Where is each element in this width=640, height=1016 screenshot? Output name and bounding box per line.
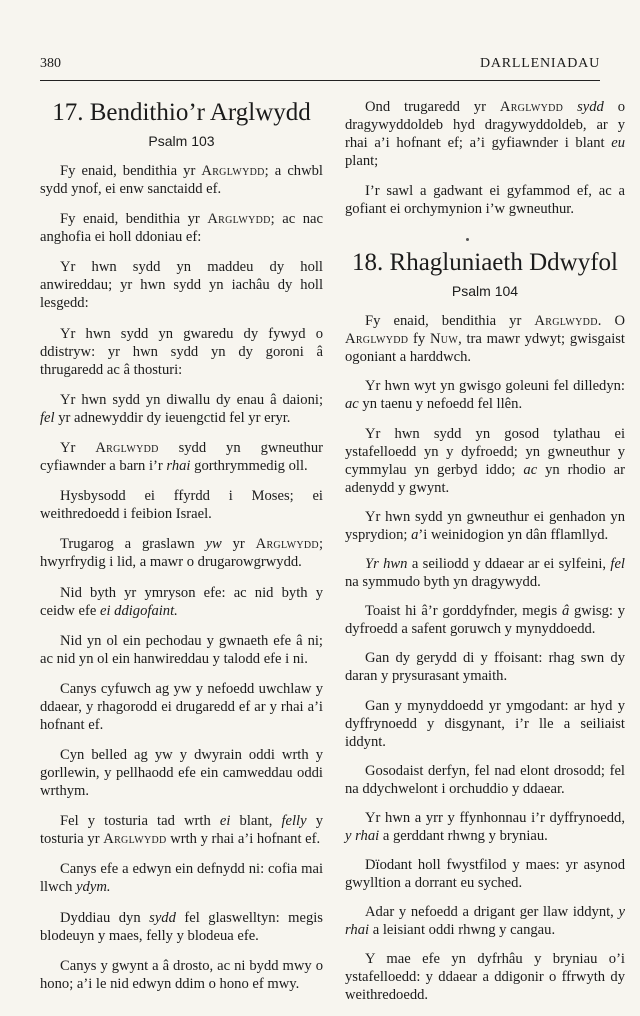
- psalm-reference: Psalm 103: [148, 133, 215, 149]
- verse: [345, 762, 625, 798]
- verse-text: I’r sawl a gadwant ei gyfammod ef, ac a gofiant ei orchymynion i’w gwneuthur.: [345, 183, 625, 218]
- verse-text: Yr: [60, 439, 96, 456]
- verse-text: Yr hwn sydd yn diwallu dy enau â daioni;: [60, 391, 323, 408]
- verse: [345, 903, 625, 939]
- verse-text: Gan y mynyddoedd yr ymgodant: ar hyd y dyffrynoedd y disgynant, i’r lle a seiliaist iddynt.: [345, 697, 625, 750]
- verse-text: Adar y nefoedd a drigant ger llaw iddynt,: [365, 904, 619, 921]
- verse-text: y tosturia yr: [40, 813, 323, 848]
- verse-text: na symmudo byth yn dragywydd.: [345, 573, 541, 590]
- header-rule: [40, 80, 600, 81]
- small-caps-text: Arglwydd: [534, 313, 598, 330]
- verse: [40, 535, 323, 571]
- verse-text: Yr hwn sydd yn gosod tylathau ei ystafelloedd yn y dyfroedd; yn gwneuthur y cymmylau yn gerbyd iddo;: [345, 425, 625, 478]
- italic-text: ac: [345, 396, 359, 413]
- verse-text: Toaist hi â’r gorddyfnder, megis: [365, 603, 562, 620]
- verse-text: Ond trugaredd yr: [365, 99, 500, 115]
- verse-text: wrth y rhai a’i hofnant ef.: [166, 831, 321, 848]
- stray-ink-mark: [466, 238, 469, 241]
- page-header: [40, 56, 600, 78]
- italic-text: ei: [219, 813, 231, 830]
- verse-text: yn taenu y nefoedd fel llên.: [358, 396, 523, 413]
- italic-text: â: [561, 603, 570, 620]
- verse: [40, 487, 323, 523]
- section-title: 18. Rhagluniaeth Ddwyfol: [352, 249, 618, 277]
- verse-text: Hysbysodd ei ffyrdd i Moses; ei weithredoedd i feibion Israel.: [40, 488, 323, 523]
- verse-text: gwisg: y dyfroedd a safent goruwch y mynyddoedd.: [345, 603, 625, 638]
- verse-text: yr adnewyddir dy ieuengctid fel yr eryr.: [54, 409, 291, 426]
- italic-text: ac: [523, 461, 538, 478]
- verse: [345, 312, 625, 366]
- verse: [345, 182, 625, 218]
- verse: [40, 391, 323, 427]
- verse-text: a gerddant rhwng y bryniau.: [379, 827, 548, 844]
- verse-text: plant;: [345, 153, 379, 169]
- small-caps-text: Arglwydd: [201, 163, 265, 179]
- verse: [40, 258, 323, 312]
- verse: [345, 697, 625, 751]
- italic-text: rhai: [166, 457, 191, 474]
- verse: [345, 555, 625, 591]
- small-caps-text: Arglwydd: [95, 439, 159, 456]
- verse-text: fy: [408, 331, 430, 348]
- verse: [345, 377, 625, 413]
- verse-text: Yr hwn wyt yn gwisgo goleuni fel dilledyn:: [365, 378, 625, 395]
- verse-text: Yr hwn sydd yn gwaredu dy fywyd o ddistryw: yr hwn sydd yn dy goroni â thrugaredd ac â thosturi:: [40, 325, 323, 378]
- verse: [345, 809, 625, 845]
- verse-text: ; hwyrfrydig i lid, a mawr o drugarowgrwydd.: [40, 536, 323, 571]
- verse-text: o dragywyddoldeb hyd dragywyddoldeb, ar y rhai a’i hofnant ef; a’i gyfiawnder i blant: [345, 99, 626, 151]
- verse-text: a seiliodd y ddaear ar ei sylfeini,: [407, 555, 611, 572]
- verse-text: Dyddiau dyn: [60, 909, 150, 926]
- verse: [345, 950, 625, 1004]
- verse-text: Nid byth yr ymryson efe: ac nid byth y ceidw efe: [40, 584, 323, 619]
- verse-text: [563, 99, 577, 115]
- verse-text: . O: [597, 313, 625, 330]
- verse-text: Fel y tosturia tad wrth: [60, 813, 220, 830]
- verse-text: Y mae efe yn dyfrhâu y bryniau o’i ystafelloedd: y ddaear a ddigonir o ffrwyth dy weithredoedd.: [345, 951, 625, 1004]
- italic-text: ei ddigofaint.: [99, 602, 178, 619]
- verse-text: yn rhodio ar adenydd y gwynt.: [345, 461, 625, 496]
- page-number: 380: [40, 56, 61, 71]
- small-caps-text: Nuw: [429, 331, 459, 348]
- italic-text: sydd: [577, 99, 604, 115]
- verse-text: Cyn belled ag yw y dwyrain oddi wrth y gorllewin, y pellhaodd efe ein camweddau oddi wrthym.: [40, 747, 323, 800]
- verse: [345, 98, 625, 170]
- italic-text: y rhai: [345, 827, 380, 844]
- verse: [40, 584, 323, 620]
- verse: [40, 812, 323, 848]
- verse-text: Fy enaid, bendithia yr: [365, 313, 535, 330]
- left-column: [40, 98, 323, 1005]
- verse-text: gorthrymmedig oll.: [190, 457, 308, 474]
- verse-text: Fy enaid, bendithia yr: [60, 163, 202, 179]
- italic-text: felly: [281, 813, 307, 830]
- italic-text: y rhai: [345, 904, 625, 939]
- verse: [40, 632, 323, 668]
- verse-text: blant,: [230, 813, 282, 830]
- italic-text: ydym.: [76, 879, 111, 896]
- small-caps-text: Arglwydd: [103, 831, 167, 848]
- verse: [40, 860, 323, 896]
- verse-text: Canys cyfuwch ag yw y nefoedd uwchlaw y ddaear, y rhagorodd ei drugaredd ef ar y rhai a’i hofnant ef.: [40, 680, 323, 733]
- verse: [345, 508, 625, 544]
- verse-text: Yr hwn a yrr y ffynhonnau i’r dyffrynoedd,: [365, 809, 625, 826]
- verse-text: Gosodaist derfyn, fel nad elont drosodd; fel na ddychwelont i orchuddio y ddaear.: [345, 762, 625, 797]
- verse-text: Yr hwn sydd yn maddeu dy holl anwireddau; yr hwn sydd yn iachâu dy holl lesgedd:: [40, 259, 323, 312]
- italic-text: fel: [40, 409, 55, 426]
- verse-text: ’i weinidogion yn dân fflamllyd.: [418, 526, 609, 543]
- section-title: 17. Bendithio’r Arglwydd: [52, 99, 311, 126]
- verse: [40, 210, 323, 246]
- verse: [345, 425, 625, 497]
- psalm-reference: Psalm 104: [451, 283, 519, 300]
- verse: [345, 649, 625, 685]
- verse: [40, 680, 323, 734]
- italic-text: sydd: [149, 909, 176, 926]
- verse-text: Canys y gwynt a â drosto, ac ni bydd mwy o hono; a’i le nid edwyn ddim o hono ef mwy.: [40, 957, 323, 992]
- verse-text: , tra mawr ydwyt; gwisgaist ogoniant a harddwch.: [345, 331, 625, 366]
- verse-text: a leisiant oddi rhwng y cangau.: [369, 922, 556, 939]
- italic-text: fel: [610, 555, 625, 572]
- verse: [345, 856, 625, 892]
- verse-text: sydd yn gwneuthur cyfiawnder a barn i’r: [40, 439, 323, 474]
- italic-text: yw: [205, 536, 222, 553]
- running-head: DARLLENIADAU: [479, 56, 600, 71]
- right-column: [345, 98, 625, 1016]
- verse: [40, 909, 323, 945]
- italic-text: Yr hwn: [365, 555, 408, 572]
- verse-text: Gan dy gerydd di y ffoisant: rhag swn dy daran y prysurasant ymaith.: [345, 650, 625, 685]
- verse-text: fel glaswelltyn: megis blodeuyn y maes, felly y blodeua efe.: [40, 909, 323, 944]
- italic-text: eu: [611, 135, 625, 151]
- verse-text: Dïodant holl fwystfilod y maes: yr asynod gwylltion a dorrant eu syched.: [345, 857, 625, 892]
- verse-text: yr: [221, 536, 256, 553]
- verse-text: Trugarog a graslawn: [60, 536, 206, 553]
- verse: [40, 746, 323, 800]
- verse-text: Canys efe a edwyn ein defnydd ni: cofia mai llwch: [40, 861, 323, 896]
- italic-text: a: [411, 526, 419, 543]
- small-caps-text: Arglwydd: [345, 331, 409, 348]
- verse: [40, 439, 323, 475]
- verse-text: ; ac nac anghofia ei holl ddoniau ef:: [40, 211, 323, 246]
- verse: [40, 162, 323, 198]
- verse-text: Nid yn ol ein pechodau y gwnaeth efe â ni; ac nid yn ol ein hanwireddau y talodd efe i ni.: [40, 632, 323, 667]
- small-caps-text: Arglwydd: [207, 211, 271, 228]
- verse: [40, 325, 323, 379]
- small-caps-text: Arglwydd: [499, 99, 564, 115]
- small-caps-text: Arglwydd: [255, 536, 319, 553]
- verse: [345, 602, 625, 638]
- verse-text: Fy enaid, bendithia yr: [60, 211, 208, 228]
- verse-text: Yr hwn sydd yn gwneuthur ei genhadon yn ysprydion;: [345, 508, 625, 543]
- verse-text: ; a chwbl sydd ynof, ei enw sanctaidd ef.: [40, 163, 323, 197]
